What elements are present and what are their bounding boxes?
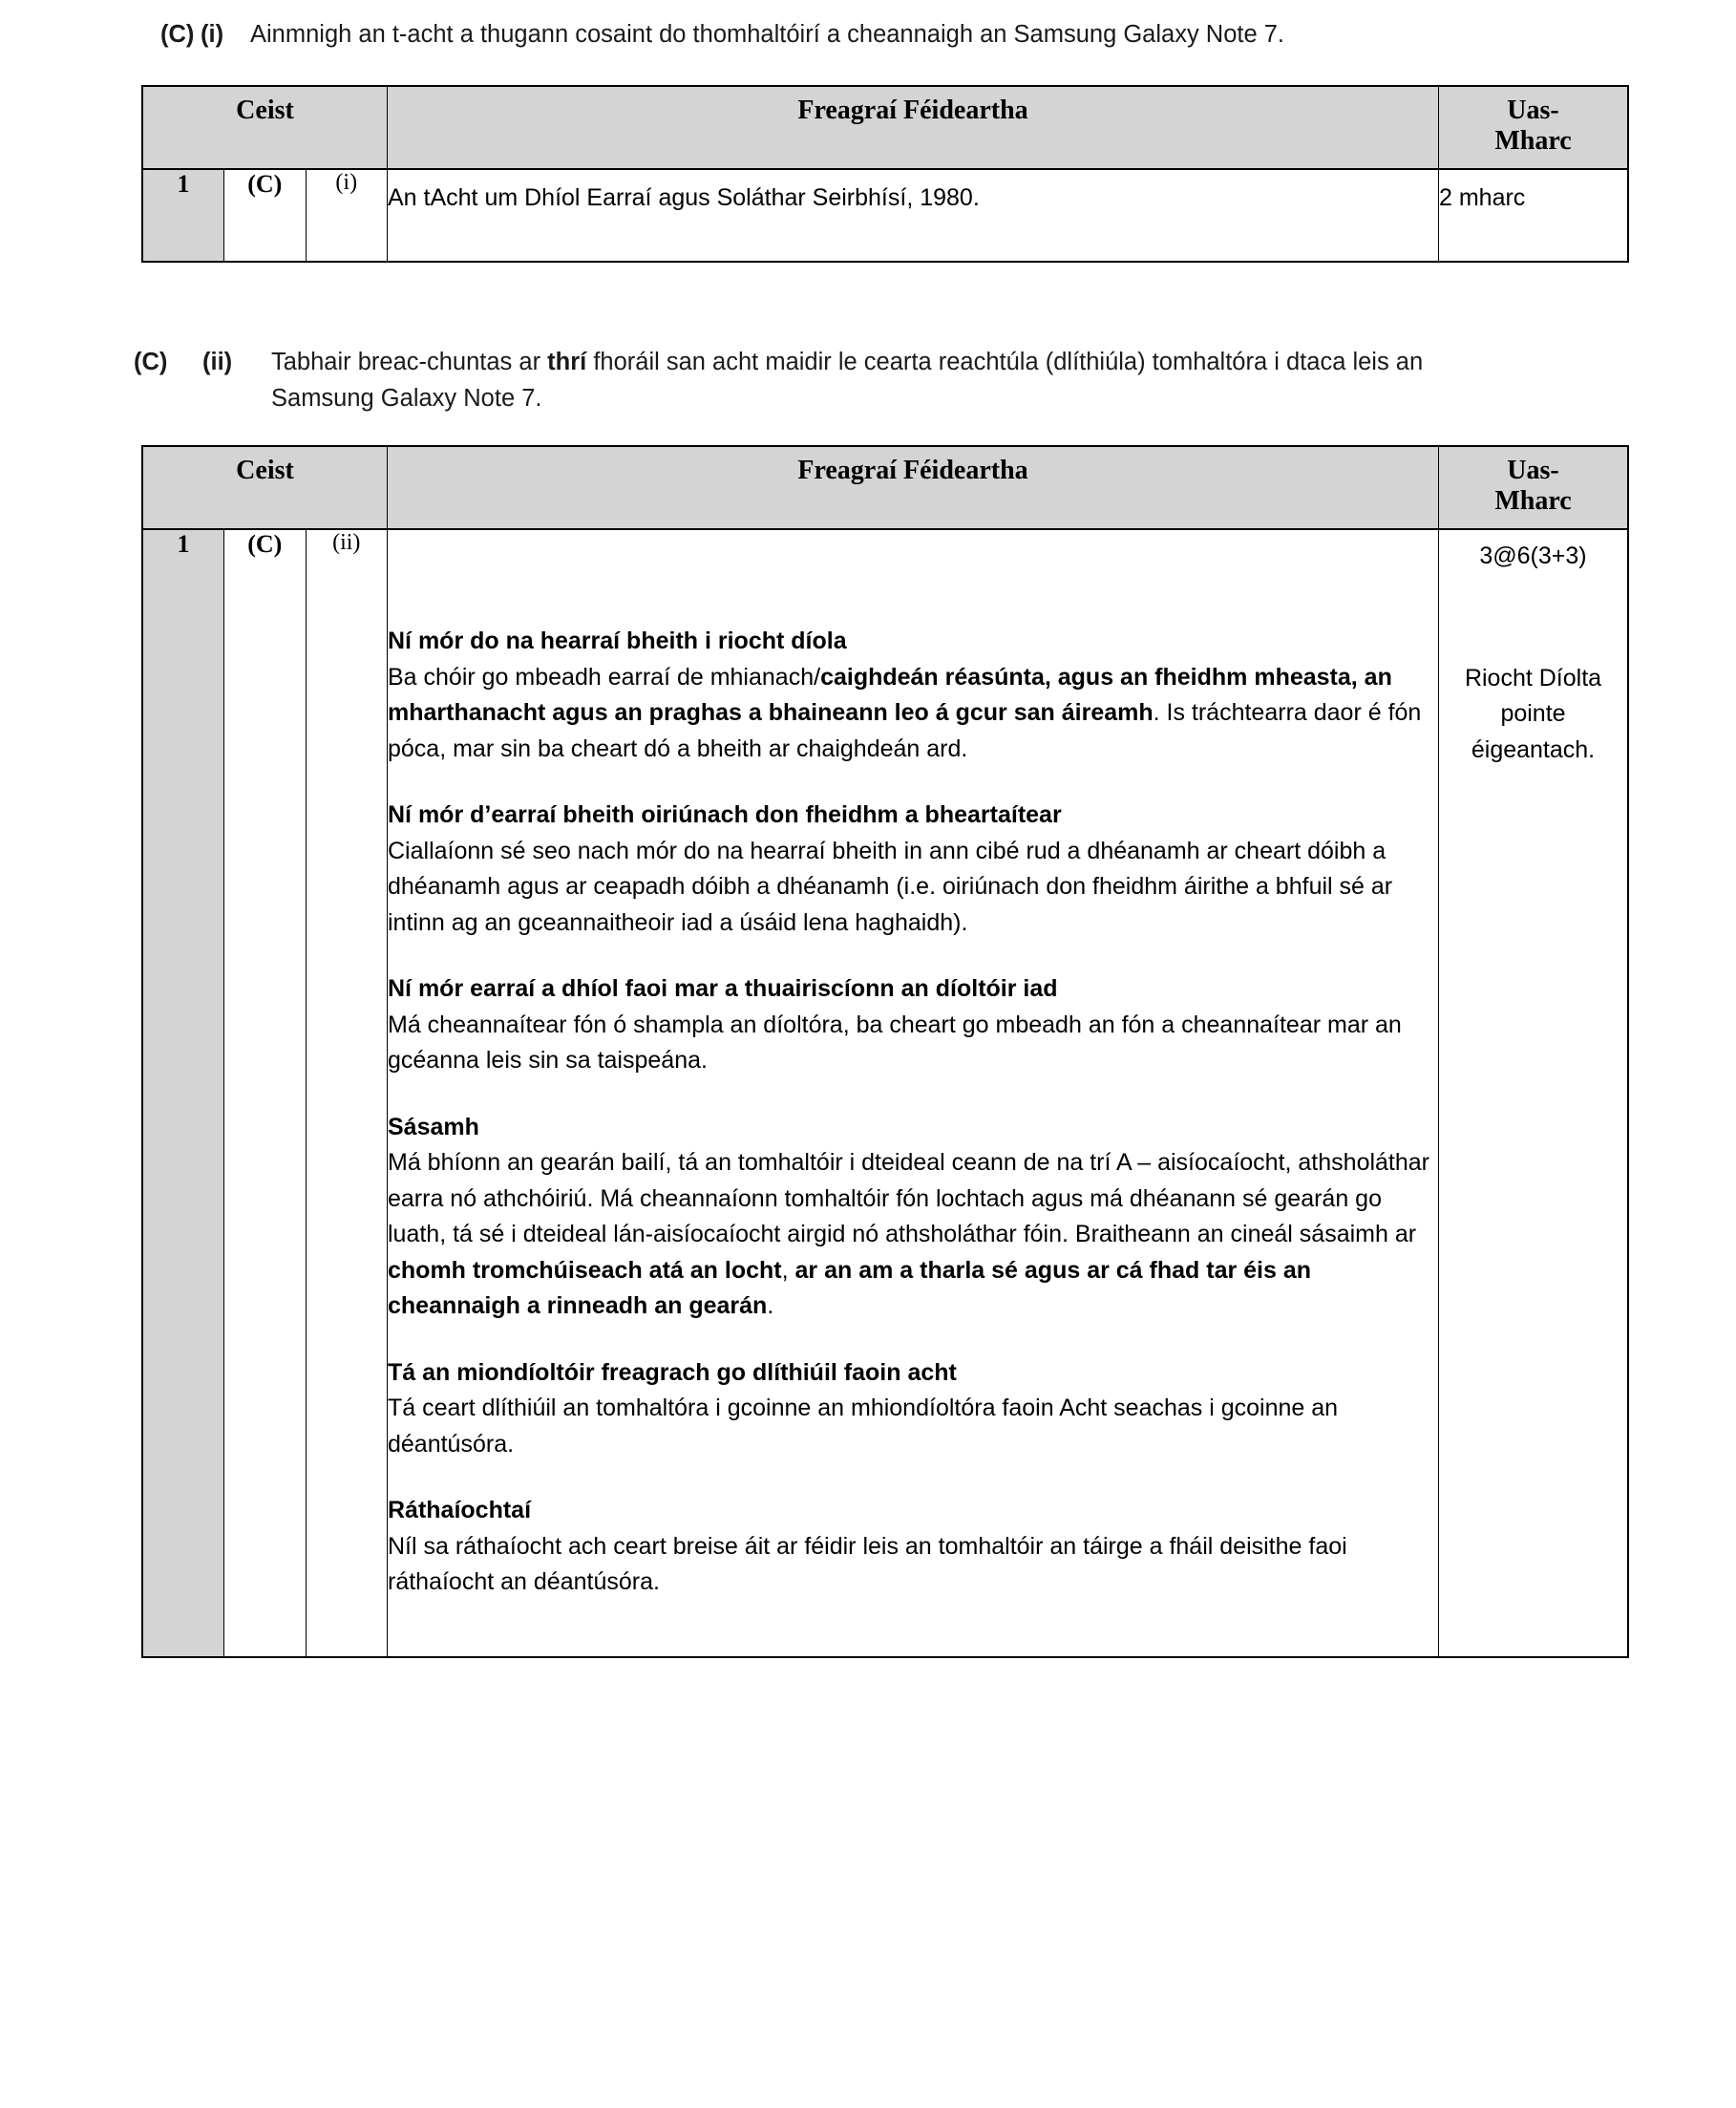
cell-mark-value bbox=[1439, 529, 1629, 1657]
cell-question-roman: (i) bbox=[306, 169, 388, 262]
answer-block bbox=[388, 971, 1438, 1079]
answer-text: . bbox=[767, 1292, 774, 1320]
uas-mharc-line2: Mharc bbox=[1494, 486, 1572, 517]
answer-text-emphasis: chomh tromchúiseach atá an locht bbox=[388, 1256, 782, 1284]
mark-total: 3@6(3+3) bbox=[1479, 543, 1587, 570]
cell-question-part: (C) bbox=[224, 169, 307, 262]
column-header-freagrai-feideartha: Freagraí Féideartha bbox=[388, 86, 1439, 169]
answer-text: . Is tráchtearra daor é fón póca, mar sin ba cheart dó a bheith ar chaighdeán ard. bbox=[388, 699, 1422, 762]
prompt-roman-label: (ii) bbox=[202, 349, 233, 376]
answer-text: Má cheannaítear fón ó shampla an díoltóra, ba cheart go mbeadh an fón a cheannaítear mar an gcéanna leis sin sa taispeána. bbox=[388, 1011, 1402, 1075]
uas-mharc-line2: Mharc bbox=[1494, 126, 1572, 157]
prompt-part-label: (C) bbox=[134, 349, 168, 376]
answer-text-emphasis: ar an am a tharla sé agus ar cá fhad tar éis an cheannaigh a rinneadh an gearán bbox=[388, 1256, 1312, 1320]
answer-block-body bbox=[388, 1391, 1438, 1462]
uas-mharc-line1: Uas- bbox=[1507, 456, 1559, 486]
answer-block-body bbox=[388, 1008, 1438, 1079]
answer-block bbox=[388, 1355, 1438, 1463]
mark-note: Riocht Díolta pointe éigeantach. bbox=[1464, 664, 1602, 763]
answer-block-body bbox=[388, 834, 1438, 942]
question-prompt-c-i bbox=[0, 17, 1736, 53]
marking-table-c-ii bbox=[141, 445, 1629, 1658]
table-row bbox=[142, 529, 1628, 1657]
column-header-freagrai-feideartha: Freagraí Féideartha bbox=[388, 446, 1439, 529]
answer-block-heading: Ní mór d’earraí bheith oiriúnach don fheidhm a bheartaítear bbox=[388, 801, 1062, 829]
answer-block-body bbox=[388, 660, 1438, 768]
answer-text: Níl sa ráthaíocht ach ceart breise áit ar féidir leis an tomhaltóir an táirge a fháil deisithe faoi ráthaíocht an déantúsóra. bbox=[388, 1532, 1347, 1596]
answer-block-heading: Tá an miondíoltóir freagrach go dlíthiúil faoin acht bbox=[388, 1358, 957, 1386]
question-prompt-c-ii bbox=[0, 345, 1736, 416]
column-header-ceist: Ceist bbox=[142, 86, 388, 169]
column-header-uas-mharc bbox=[1439, 86, 1629, 169]
cell-answer-text bbox=[388, 529, 1439, 1657]
answer-block bbox=[388, 624, 1438, 767]
column-header-ceist: Ceist bbox=[142, 446, 388, 529]
prompt-roman-label: (i) bbox=[201, 21, 224, 48]
prompt-text bbox=[271, 345, 1484, 416]
table-row bbox=[142, 169, 1628, 262]
cell-question-number: 1 bbox=[142, 169, 224, 262]
answer-text: Tá ceart dlíthiúil an tomhaltóra i gcoinne an mhiondíoltóra faoin Acht seachas i gcoinne an déantúsóra. bbox=[388, 1395, 1339, 1458]
answer-block-body bbox=[388, 1529, 1438, 1601]
cell-answer-text: An tAcht um Dhíol Earraí agus Soláthar Seirbhísí, 1980. bbox=[388, 169, 1439, 262]
answer-block-body bbox=[388, 1145, 1438, 1325]
prompt-text-after: fhoráil san acht maidir le cearta reachtúla (dlíthiúla) tomhaltóra i dtaca leis an Samsung Galaxy Note 7. bbox=[271, 349, 1424, 412]
answer-block bbox=[388, 798, 1438, 941]
cell-bottom-spacer bbox=[388, 1601, 1438, 1656]
answer-block-heading: Sásamh bbox=[388, 1113, 479, 1140]
answer-block-heading: Ráthaíochtaí bbox=[388, 1497, 532, 1524]
prompt-text: Ainmnigh an t-acht a thugann cosaint do thomhaltóirí a cheannaigh an Samsung Galaxy Note 7. bbox=[250, 21, 1285, 48]
answer-block-list bbox=[388, 624, 1438, 1601]
prompt-text-before: Tabhair breac-chuntas ar bbox=[271, 349, 548, 376]
cell-question-number: 1 bbox=[142, 529, 224, 1657]
answer-text: , bbox=[781, 1256, 795, 1284]
cell-question-roman: (ii) bbox=[306, 529, 388, 1657]
table-header-row bbox=[142, 446, 1628, 529]
answer-text: Ciallaíonn sé seo nach mór do na hearraí bheith in ann cibé rud a dhéanamh ar cheart dóibh a dhéanamh agus ar ceapadh dóibh a dhéanamh (i.e. oiriúnach don fheidhm áirithe a bhfuil sé ar intinn ag an gceannaitheoir iad a úsáid lena haghaidh). bbox=[388, 837, 1393, 936]
prompt-part-label: (C) bbox=[160, 21, 195, 48]
uas-mharc-line1: Uas- bbox=[1507, 96, 1559, 126]
answer-block bbox=[388, 1110, 1438, 1325]
marking-table-c-i bbox=[141, 85, 1629, 263]
answer-block bbox=[388, 1493, 1438, 1601]
answer-text: Má bhíonn an gearán bailí, tá an tomhaltóir i dteideal ceann de na trí A – aisíocaíocht, athsholáthar earra nó athchóiriú. Má cheannaíonn tomhaltóir fón lochtach agus má dhéanann sé gearán go luath, tá sé i dteideal lán-aisíocaíocht airgid nó athsholáthar fóin. Braitheann an cineál sásaimh ar bbox=[388, 1149, 1430, 1248]
table-header-row bbox=[142, 86, 1628, 169]
cell-question-part: (C) bbox=[224, 529, 307, 1657]
answer-text-emphasis: caighdeán réasúnta, agus an fheidhm mheasta, an mharthanacht agus an praghas a bhaineann leo á gcur san áireamh bbox=[388, 663, 1392, 727]
prompt-text-emphasis: thrí bbox=[547, 349, 587, 376]
cell-mark-value: 2 mharc bbox=[1439, 169, 1629, 262]
answer-block-heading: Ní mór earraí a dhíol faoi mar a thuairiscíonn an díoltóir iad bbox=[388, 975, 1058, 1003]
answer-block-heading: Ní mór do na hearraí bheith i riocht díola bbox=[388, 628, 847, 655]
answer-text: Ba chóir go mbeadh earraí de mhianach/ bbox=[388, 663, 821, 691]
column-header-uas-mharc bbox=[1439, 446, 1629, 529]
